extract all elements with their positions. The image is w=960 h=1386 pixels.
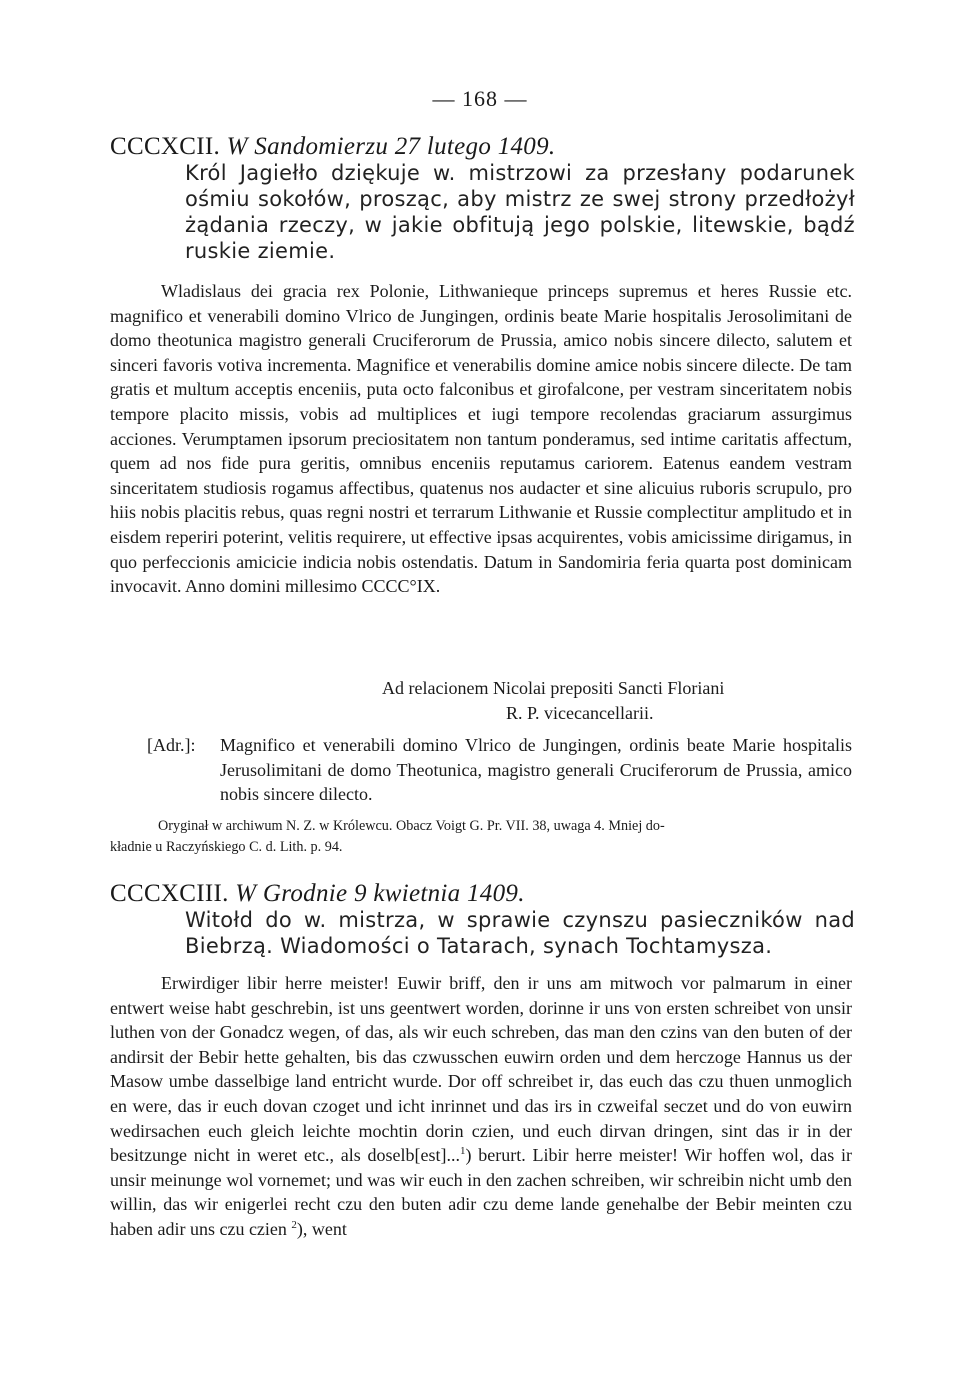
doc2-body-paragraph (110, 971, 852, 1242)
footnote-ref-2: 2 (291, 1218, 297, 1231)
doc2-place: W Grodnie (235, 880, 348, 907)
doc2-body-part2: ) berurt. Libir herre meister! Wir hoffen wol, das ir unsir meinunge wol vornemet; und was wir euch in den zachen schreiben, wir schreibin nicht umb den willin, das wir enigerlei recht czu den buten adir czu deme lande genehalbe der Bebir meinten czu haben adir uns czu czien (110, 1145, 852, 1239)
doc2-title (110, 881, 855, 907)
doc1-regest: Król Jagiełło dziękuje w. mistrzowi za przesłany podarunek ośmiu sokołów, prosząc, aby mistrz ze swej strony przedłożył żądania rzeczy, w jakie obfitują jego polskie, litewskie, bądź ruskie ziemie. (185, 161, 855, 263)
doc1-signature (110, 676, 852, 725)
page-number: — 168 — (432, 86, 528, 111)
doc1-date: 27 lutego 1409. (394, 133, 556, 160)
doc1-body-paragraph: Wladislaus dei gracia rex Polonie, Lithwanieque princeps supremus et heres Russie etc. magnifico et venerabili domino Vlrico de Jungingen, ordinis beate Marie hospitalis Jerosolimitani de domo theotunica magistro generali Cruciferorum de Prussia, amico nobis sincere dilecto, salutem et sinceri favoris votiva incrementa. Magnifice et venerabilis domine amice nobis sincere dilecte. De tam gratis et multum acceptis enceniis, puta octo falconibus et girofalcone, per vestram sinceritatem nobis tempore placito missis, vobis ad multiplices et iugi tempore recolendas graciarum assurgimus acciones. Verumptamen ipsorum preciositatem non tantum ponderamus, sed intime caritatis affectum, quem ad nos fide pura geritis, omnibus enceniis reputamus cariorem. Eatenus eandem vestram sinceritatem studiosis rogamus affectibus, quatenus nos audacter et sine alicuius ruboris scrupulo, pro hiis nobis placitis rebus, quas regni nostri et terrarum Lithwanie et Russie complectitur amplitudo et in eisdem reperiri poterint, velitis requirere, ut effective ipsas acquirentes, vobis amicissime dirigamus, in quo perfeccionis amicicie indicia nobis ostendatis. Datum in Sandomiria feria quarta post dominicam invocavit. Anno domini millesimo CCCC°IX. (110, 281, 852, 597)
doc1-address-label: [Adr.]: (147, 735, 196, 755)
doc2-number: CCCXCIII. (110, 880, 229, 907)
doc2-body-part1: Erwirdiger libir herre meister! Euwir briff, den ir uns am mitwoch vor palmarum in einer entwert weise habt geschrebin, ist uns geentwert worden, dorinne ir uns von ersten schreibet von unsir luthen von der Gonadcz wegen, of das, als wir euch schreben, das man den czins van den buten of der andirsit der Bebir hette gehalten, bis das czwusschen euwirn orden und dem herczoge Hannus us der Masow umbe dasselbige land entricht wurde. Dor off schreibet ir, das euch das czu thuen unmoglich en were, das ir euch dovan czoget und icht inrinnet und das irs in czweifal seczet und do von euwirn wedirsachen euch gleich leichte mochtin dorin czien, und euch dirvan dringen, sint das ir in der besitzunge nicht in weret etc., als doselb[est]... (110, 973, 852, 1166)
doc1-signature-line1: Ad relacionem Nicolai prepositi Sancti Floriani (382, 678, 725, 698)
doc1-source-note (110, 816, 852, 858)
footnote-ref-1: 1 (460, 1145, 466, 1158)
doc1-title (110, 134, 855, 160)
doc2-body-part3: ), went (296, 1218, 347, 1239)
doc2-regest: Witołd do w. mistrza, w sprawie czynszu pasieczników nad Biebrzą. Wiadomości o Tatarach, synach Tochtamysza. (185, 908, 855, 958)
doc1-number: CCCXCII. (110, 133, 221, 160)
doc1-note-line2: kładnie u Raczyńskiego C. d. Lith. p. 94. (110, 839, 343, 855)
doc1-place: W Sandomierzu (226, 133, 389, 160)
doc1-heading (110, 134, 855, 264)
doc1-address-text: Magnifico et venerabili domino Vlrico de Jungingen, ordinis beate Marie hospitalis Jerusolimitani de domo Theotunica, magistro generali Cruciferorum de Prussia, amico nobis sincere dilecto. (220, 735, 852, 804)
doc2-heading (110, 881, 855, 959)
doc2-body (110, 971, 852, 1242)
doc1-body (110, 279, 852, 599)
doc1-note-line1: Oryginał w archiwum N. Z. w Królewcu. Obacz Voigt G. Pr. VII. 38, uwaga 4. Mniej do- (158, 818, 665, 834)
doc2-date: 9 kwietnia 1409. (354, 880, 525, 907)
doc1-signature-line2: R. P. vicecancellarii. (506, 702, 654, 723)
doc1-address (147, 733, 852, 807)
